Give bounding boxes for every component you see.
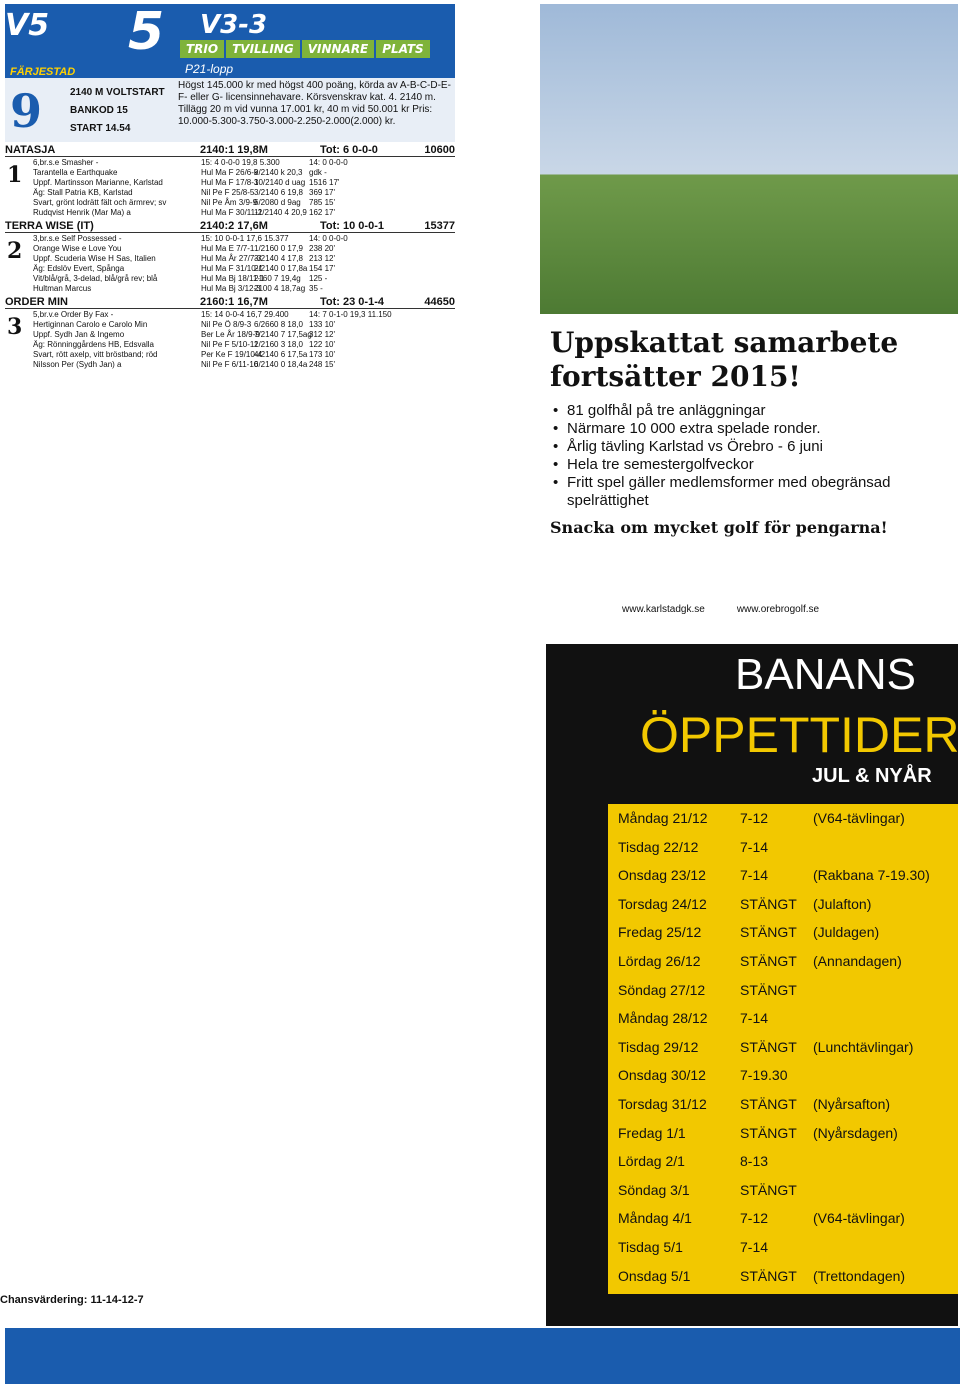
row-col2: Hul Ma Bj 18/11-1	[201, 274, 265, 283]
opening-hours-title: ÖPPETTIDER	[640, 707, 960, 763]
url-orebro[interactable]: www.orebrogolf.se	[736, 604, 820, 615]
row-col3: 6/2140 0 18,4a	[254, 360, 308, 369]
schedule-hours: 7-12	[740, 810, 769, 826]
horse-total: Tot: 6 0-0-0	[320, 144, 378, 156]
horse-header	[5, 144, 455, 157]
banans-title: BANANS	[735, 650, 916, 699]
race-meta	[70, 84, 165, 138]
schedule-note: (V64-tävlingar)	[813, 810, 905, 826]
schedule-day: Lördag 2/1	[618, 1153, 685, 1170]
row-col4: 173 10'	[309, 350, 335, 359]
schedule-note: (Nyårsdagen)	[813, 1124, 898, 1141]
entry-row	[33, 264, 455, 274]
entry-row	[33, 320, 455, 330]
horse-name: ORDER MIN	[5, 296, 68, 308]
row-col4: 122 10'	[309, 340, 335, 349]
horse-header	[5, 296, 455, 309]
entry-row	[33, 208, 455, 218]
horse-prize: 10600	[424, 144, 455, 156]
race-number: 9	[10, 84, 43, 138]
schedule-note: (Julafton)	[813, 895, 872, 912]
schedule-hours: STÄNGT	[740, 952, 797, 969]
schedule-hours: STÄNGT	[740, 1267, 797, 1284]
row-col2: 15: 4 0-0-0 19,8 5.300	[201, 158, 280, 167]
row-col1: Hultman Marcus	[33, 284, 92, 293]
row-col3: 7/2140 7 17,5ag	[254, 330, 312, 339]
row-col2: Hul Ma E 7/7-1	[201, 244, 255, 253]
entry-row	[33, 360, 455, 370]
row-col2: Nil Pe F 6/11-10	[201, 360, 259, 369]
row-col4: 1516 17'	[309, 178, 340, 187]
schedule-note: (Annandagen)	[813, 952, 902, 969]
ad-tagline: Snacka om mycket golf för pengarna!	[550, 518, 888, 537]
schedule-hours: STÄNGT	[740, 981, 797, 998]
row-col3: 2/2140 0 17,8a	[254, 264, 308, 273]
game-type: TRIO	[180, 40, 224, 58]
schedule-day: Tisdag 22/12	[618, 838, 699, 855]
ad-item: • Fritt spel gäller medlemsformer med obegränsad spelrättighet	[553, 474, 960, 510]
row-col1: Uppf. Martinsson Marianne, Karlstad	[33, 178, 163, 187]
row-col1: Rudqvist Henrik (Mar Ma) a	[33, 208, 131, 217]
schedule-hours: STÄNGT	[740, 1095, 797, 1112]
row-col4: 14: 7 0-1-0 19,3 11.150	[309, 310, 392, 319]
entry-row	[33, 284, 455, 294]
row-col3: 6/2660 8 18,0	[254, 320, 303, 329]
row-col1: Nilsson Per (Sydh Jan) a	[33, 360, 122, 369]
row-col1: Uppf. Scuderia Wise H Sas, Italien	[33, 254, 156, 263]
row-col1: Uppf. Sydh Jan & Ingemo	[33, 330, 125, 339]
row-col2: Nil Pe F 25/8-5	[201, 188, 255, 197]
track-name: FÄRJESTAD	[10, 66, 76, 78]
row-col2: Hul Ma F 30/11-2	[201, 208, 263, 217]
row-col1: Äg: Stall Patria KB, Karlstad	[33, 188, 133, 197]
row-col4: 14: 0 0-0-0	[309, 158, 348, 167]
schedule-row	[608, 947, 958, 976]
schedule-day: Onsdag 5/1	[618, 1267, 691, 1284]
row-col3: 9/2140 k 20,3	[254, 168, 303, 177]
schedule-row	[608, 804, 958, 833]
schedule-day: Tisdag 5/1	[618, 1238, 683, 1255]
entry-row	[33, 254, 455, 264]
schedule-row	[608, 1147, 958, 1176]
horse-total: Tot: 10 0-0-1	[320, 220, 384, 232]
schedule-hours: 7-14	[740, 1238, 769, 1255]
race-conditions: Högst 145.000 kr med högst 400 poäng, körda av A-B-C-D-E-F- eller G- licensinnehavare. Körsvenskrav kat. 4. 2140 m. Tillägg 20 m vid vunna 17.001 kr, 40 m vid 50.001 kr Pris: 10.000-5.300-3.750-3.000-2.250-2.000(2.000) kr.	[178, 80, 451, 127]
schedule-day: Söndag 3/1	[618, 1181, 690, 1198]
ad-item: • Hela tre semestergolfveckor	[553, 456, 960, 474]
row-col1: 3,br.s.e Self Possessed -	[33, 234, 122, 243]
schedule-note: (Nyårsafton)	[813, 1095, 891, 1112]
v5-logo: V5	[5, 8, 50, 43]
ad-item: • 81 golfhål på tre anläggningar	[553, 402, 960, 420]
schedule-hours: 7-12	[740, 1210, 769, 1227]
schedule-day: Torsdag 31/12	[618, 1095, 707, 1112]
ad-list	[553, 402, 960, 510]
row-col4: 238 20'	[309, 244, 335, 253]
row-col1: Tarantella e Earthquake	[33, 168, 118, 177]
row-col4: 154 17'	[309, 264, 335, 273]
chansvardering: Chansvärdering: 11-14-12-7	[0, 1294, 144, 1306]
footer-bar	[5, 1328, 960, 1384]
schedule-hours: 8-13	[740, 1153, 769, 1170]
schedule-day: Måndag 21/12	[618, 810, 708, 826]
schedule-row	[608, 976, 958, 1005]
row-col2: Hul Ma F 26/6-k	[201, 168, 258, 177]
schedule-note: (Lunchtävlingar)	[813, 1038, 914, 1055]
schedule-hours: STÄNGT	[740, 1038, 797, 1055]
row-col2: Hul Ma F 31/10-1	[201, 264, 263, 273]
start-number: 1	[7, 162, 23, 188]
horse-entry	[5, 296, 455, 368]
schedule-row	[608, 1262, 958, 1291]
horse-entry	[5, 220, 455, 292]
row-col1: Äg: Edslöv Evert, Spånga	[33, 264, 125, 273]
entry-row	[33, 168, 455, 178]
row-col3: 6/2080 d 9ag	[254, 198, 301, 207]
game-type: VINNARE	[302, 40, 375, 58]
entry-row	[33, 340, 455, 350]
schedule-row	[608, 1119, 958, 1148]
game-types	[180, 40, 430, 58]
schedule-day: Söndag 27/12	[618, 981, 706, 998]
row-col3: 3/2140 6 19,8	[254, 188, 303, 197]
schedule-note: (Rakbana 7-19.30)	[813, 867, 930, 884]
schedule-day: Måndag 4/1	[618, 1210, 692, 1227]
row-col1: Orange Wise e Love You	[33, 244, 122, 253]
schedule-row	[608, 890, 958, 919]
row-col3: 2160 7 19,4g	[254, 274, 301, 283]
v33-logo: V3-3	[200, 10, 268, 40]
schedule-hours: STÄNGT	[740, 895, 797, 912]
bankod: BANKOD 15	[70, 105, 128, 116]
row-col4: 785 15'	[309, 198, 335, 207]
start-number: 2	[7, 238, 23, 264]
entry-row	[33, 310, 455, 320]
schedule-row	[608, 1090, 958, 1119]
schedule-day: Torsdag 24/12	[618, 895, 707, 912]
row-col2: Per Ke F 19/10-4	[201, 350, 262, 359]
ad-item: • Närmare 10 000 extra spelade ronder.	[553, 420, 960, 438]
row-col2: Hul Ma F 17/8-3	[201, 178, 259, 187]
row-col4: gdk -	[309, 168, 327, 177]
row-col4: 213 12'	[309, 254, 335, 263]
horse-total: Tot: 23 0-1-4	[320, 296, 384, 308]
schedule-hours: 7-14	[740, 1010, 769, 1027]
schedule-day: Onsdag 30/12	[618, 1067, 706, 1084]
schedule-row	[608, 1176, 958, 1205]
game-5-logo: 5	[128, 2, 165, 62]
schedule-hours: 7-14	[740, 867, 769, 884]
schedule-row	[608, 861, 958, 890]
row-col3: 3/2140 4 17,8	[254, 254, 303, 263]
schedule-hours: STÄNGT	[740, 1124, 797, 1141]
row-col2: Ber Le År 18/9-9	[201, 330, 260, 339]
game-type: TVILLING	[226, 40, 300, 58]
entry-row	[33, 178, 455, 188]
row-col1: 5,br.v.e Order By Fax -	[33, 310, 114, 319]
row-col4: 248 15'	[309, 360, 335, 369]
row-col4: 369 17'	[309, 188, 335, 197]
game-type: PLATS	[376, 40, 429, 58]
entry-row	[33, 234, 455, 244]
schedule-day: Fredag 25/12	[618, 924, 702, 941]
entry-row	[33, 188, 455, 198]
row-col2: Hul Ma Bj 3/12-3	[201, 284, 261, 293]
entry-row	[33, 274, 455, 284]
row-col1: Hertiginnan Carolo e Carolo Min	[33, 320, 148, 329]
row-col2: Nil Pe Ö 8/9-3	[201, 320, 252, 329]
schedule-day: Fredag 1/1	[618, 1124, 686, 1141]
schedule-hours: 7-19.30	[740, 1067, 788, 1084]
holiday-title: JUL & NYÅR	[812, 765, 932, 787]
row-col2: 15: 10 0-0-1 17,6 15.377	[201, 234, 289, 243]
ad-item: • Årlig tävling Karlstad vs Örebro - 6 juni	[553, 438, 960, 456]
schedule-row	[608, 1233, 958, 1262]
start-number: 3	[7, 314, 23, 340]
entry-row	[33, 198, 455, 208]
entry-row	[33, 244, 455, 254]
ad-urls	[622, 604, 819, 615]
row-col3: 10/2140 d uag	[254, 178, 306, 187]
row-col2: Hul Ma År 27/7-3	[201, 254, 262, 263]
horse-prize: 44650	[424, 296, 455, 308]
entry-row	[33, 350, 455, 360]
schedule-note: (V64-tävlingar)	[813, 1210, 905, 1227]
entry-row	[33, 158, 455, 168]
schedule-row	[608, 1033, 958, 1062]
golf-photo	[540, 4, 958, 314]
horse-record: 2160:1 16,7M	[200, 296, 268, 308]
start-time: START 14.54	[70, 123, 131, 134]
race-subtitle: P21-lopp	[185, 62, 234, 76]
row-col4: 14: 0 0-0-0	[309, 234, 348, 243]
schedule-row	[608, 833, 958, 862]
schedule-day: Måndag 28/12	[618, 1010, 708, 1027]
row-col2: 15: 14 0-0-4 16,7 29.400	[201, 310, 289, 319]
row-col2: Nil Pe Åm 3/9-9	[201, 198, 258, 207]
entry-row	[33, 330, 455, 340]
schedule-row	[608, 1061, 958, 1090]
row-col4: 35 -	[309, 284, 323, 293]
horse-prize: 15377	[424, 220, 455, 232]
schedule-row	[608, 918, 958, 947]
row-col3: 1/2160 0 17,9	[254, 244, 303, 253]
row-col1: Vit/blå/grå, 3-delad, blå/grå rev; blå	[33, 274, 158, 283]
url-karlstad[interactable]: www.karlstadgk.se	[622, 604, 705, 615]
horse-record: 2140:1 19,8M	[200, 144, 268, 156]
row-col1: Svart, grönt lodrätt fält och ärmrev; sv	[33, 198, 167, 207]
schedule-hours: STÄNGT	[740, 1181, 797, 1198]
schedule-note: (Trettondagen)	[813, 1267, 906, 1284]
schedule-day: Lördag 26/12	[618, 952, 701, 969]
horse-name: NATASJA	[5, 144, 56, 156]
schedule-day: Onsdag 23/12	[618, 867, 706, 884]
horse-record: 2140:2 17,6M	[200, 220, 268, 232]
row-col4: 162 17'	[309, 208, 335, 217]
horse-name: TERRA WISE (IT)	[5, 220, 94, 232]
row-col3: 2/2160 3 18,0	[254, 340, 303, 349]
schedule-row	[608, 1204, 958, 1233]
schedule-table	[608, 804, 958, 1294]
row-col1: Svart, rött axelp, vitt bröstband; röd	[33, 350, 158, 359]
row-col3: 4/2140 6 17,5a	[254, 350, 308, 359]
schedule-hours: 7-14	[740, 838, 769, 855]
row-col4: 312 12'	[309, 330, 335, 339]
horse-header	[5, 220, 455, 233]
horse-entry	[5, 144, 455, 216]
schedule-day: Tisdag 29/12	[618, 1038, 699, 1055]
schedule-hours: STÄNGT	[740, 924, 797, 941]
row-col2: Nil Pe F 5/10-11	[201, 340, 259, 349]
row-col4: 133 10'	[309, 320, 335, 329]
distance: 2140 M VOLTSTART	[70, 87, 165, 98]
schedule-row	[608, 1004, 958, 1033]
schedule-note: (Juldagen)	[813, 924, 880, 941]
row-col4: 125 -	[309, 274, 328, 283]
row-col3: 2100 4 18,7ag	[254, 284, 306, 293]
row-col1: Äg: Rönninggårdens HB, Edsvalla	[33, 340, 154, 349]
row-col3: 11/2140 4 20,9	[254, 208, 307, 217]
ad-title: Uppskattat samarbete fortsätter 2015!	[550, 326, 899, 393]
row-col1: 6,br.s.e Smasher -	[33, 158, 99, 167]
